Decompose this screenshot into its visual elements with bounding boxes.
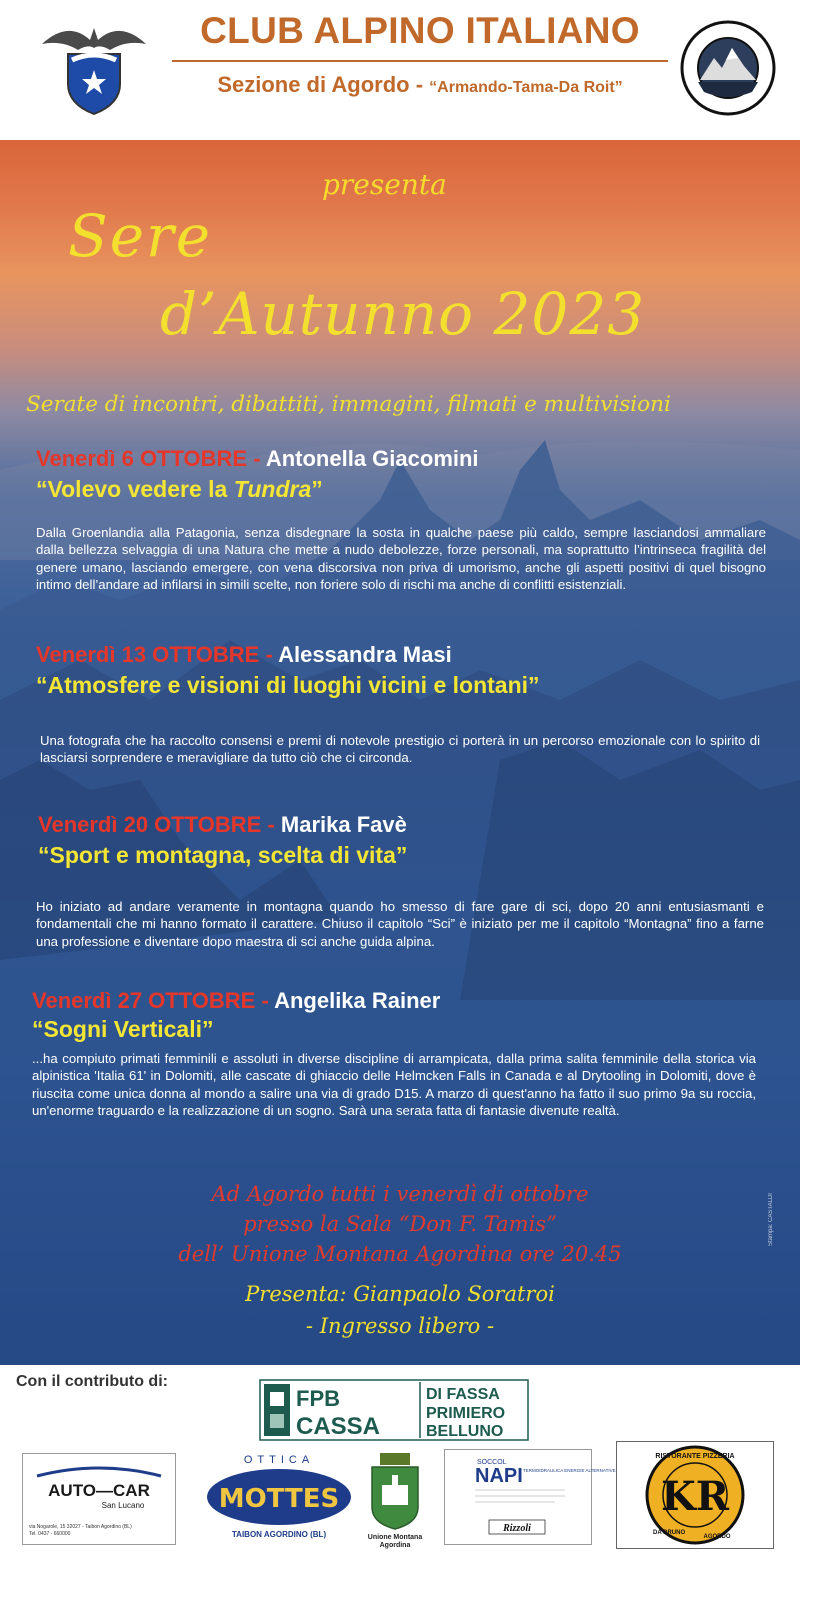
rizzoli-label: Rizzoli xyxy=(503,1523,531,1534)
event-2-description: Una fotografa che ha raccolto consensi e premi di notevole prestigio ci porterà in un percorso emozionale con lo spirito di lasciarsi sorprendere e meravigliare da tutto ciò che ci circonda. xyxy=(40,733,760,766)
event-4-title: “Sogni Verticali” xyxy=(32,1016,214,1042)
event-3-speaker: Marika Favè xyxy=(280,812,407,837)
fpb-right-2: PRIMIERO xyxy=(426,1405,506,1422)
event-1-description: Dalla Groenlandia alla Patagonia, senza disdegnare la sosta in qualche paese più caldo, sempre lasciandosi ammaliare dalla bellezza selvaggia di una Natura che mette a nudo debolezze, forze personali, ma soprattutto l’intrinseca fragilità del genere umano, lasciando emergere, con vena discorsiva non priva di umorismo, anche gli aspetti positivi di quel bisogno intimo dell’andare ad infilarsi in simili scelte, non foriere solo di rischi ma anche di conflitti esistenziali. xyxy=(36,525,766,593)
ristorante-mono: KR xyxy=(660,1473,730,1520)
fpb-left-1: FPB xyxy=(296,1386,340,1411)
entry-line: - Ingresso libero - xyxy=(305,1314,495,1338)
event-2-date: Venerdì 13 OTTOBRE - xyxy=(36,642,279,667)
presenta-label: presenta xyxy=(322,168,447,201)
ottica-top: OTTICA xyxy=(243,1454,315,1466)
napi-sponsor xyxy=(444,1449,616,1545)
sponsors-section xyxy=(0,1365,813,1600)
autocar-name: AUTO—CAR xyxy=(48,1481,150,1500)
autocar-address: via Nogarole, 15 32027 - Taibon Agordino (BL) xyxy=(29,1524,132,1530)
event-4-header xyxy=(32,988,440,1014)
venue-line-3: dell’ Unione Montana Agordina ore 20.45 xyxy=(178,1242,622,1266)
autocar-logo xyxy=(23,1454,175,1544)
print-credit: Stampa: CASTALDI xyxy=(768,1193,774,1246)
event-1-speaker: Antonella Giacomini xyxy=(265,446,479,471)
event-3-title: “Sport e montagna, scelta di vita” xyxy=(38,842,408,868)
unione-line-2: Agordina xyxy=(379,1542,411,1549)
event-4-description: ...ha compiuto primati femminili e assoluti in diverse discipline di arrampicata, dalla prima salita femminile della storica via alpinistica 'Italia 61' in Dolomiti, alle cascate di ghiaccio delle Helmcken Falls in Canada e al Drytooling in Dolomiti, dove è riuscita come unica donna al mondo a salire una via di grado D15. A marzo di quest'anno ha fatto il suo primo 9a su roccia, un'enorme traguardo e la realizzazione di un sogno. Sarà una serata fatta di fantasie divenute realtà. xyxy=(32,1051,756,1119)
ristorante-bottom: AGORDO xyxy=(703,1534,731,1540)
cai-eagle-logo xyxy=(38,14,150,118)
header-section-name: “Armando-Tama-Da Roit” xyxy=(429,79,623,96)
unione-montana-logo xyxy=(360,1449,430,1549)
event-1-date: Venerdì 6 OTTOBRE - xyxy=(36,446,266,471)
event-4-date: Venerdì 27 OTTOBRE - xyxy=(32,988,275,1013)
event-2-speaker: Alessandra Masi xyxy=(278,642,452,667)
ristorante-logo xyxy=(617,1442,773,1548)
ottica-sub: TAIBON AGORDINO (BL) xyxy=(231,1530,327,1539)
event-1-header xyxy=(36,446,479,472)
venue-line-1: Ad Agordo tutti i venerdì di ottobre xyxy=(211,1182,589,1206)
autocar-sub: San Lucano xyxy=(101,1501,145,1510)
unione-line-1: Unione Montana xyxy=(367,1534,423,1541)
event-3-header xyxy=(38,812,407,838)
event-1-title-pre: “Volevo vedere la xyxy=(36,476,234,502)
header-divider xyxy=(172,60,668,62)
header-title: CLUB ALPINO ITALIANO xyxy=(200,10,640,51)
event-2-title: “Atmosfere e visioni di luoghi vicini e lontani” xyxy=(36,672,540,698)
poster-subtitle: Serate di incontri, dibattiti, immagini, filmati e multivisioni xyxy=(26,392,671,417)
cai-agordo-round-logo xyxy=(680,20,776,116)
fpb-right-3: BELLUNO xyxy=(426,1423,504,1440)
ristorante-top: RISTORANTE PIZZERIA xyxy=(655,1453,735,1460)
event-poster xyxy=(0,140,800,1365)
fpb-right-1: DI FASSA xyxy=(426,1386,500,1403)
napi-desc: TERMOIDRAULICA ENERGIE ALTERNATIVE xyxy=(523,1468,616,1473)
ristorante-side: DA BRUNO xyxy=(653,1530,686,1536)
event-1-title-em: Tundra xyxy=(233,476,312,502)
fpb-left-2: CASSA xyxy=(296,1413,381,1440)
event-3-description: Ho iniziato ad andare veramente in montagna quando ho smesso di fare gare di sci, dopo 20 anni entusiasmanti e fondamentali che mi hanno formato il carattere. Chiuso il capitolo “Sci” è iniziato per me il capitolo “Montagna” fino a farne una professione e diventare dopo maestra di sci anche guida alpina. xyxy=(36,899,764,949)
napi-name: NAPI xyxy=(475,1465,523,1487)
header xyxy=(0,0,813,138)
event-4-speaker: Angelika Rainer xyxy=(274,988,441,1013)
event-1-title-post: ” xyxy=(311,476,323,502)
napi-small: SOCCOL xyxy=(477,1459,507,1466)
autocar-sponsor xyxy=(22,1453,176,1545)
ottica-mottes-logo xyxy=(204,1451,354,1541)
header-section: Sezione di Agordo - xyxy=(217,72,424,97)
autocar-phone: Tel. 0437 - 660000 xyxy=(29,1531,71,1537)
poster-title-line2: d’Autunno 2023 xyxy=(160,280,646,348)
ottica-name: MOTTES xyxy=(218,1484,340,1514)
header-subtitle xyxy=(172,72,668,98)
sponsors-label: Con il contributo di: xyxy=(16,1373,168,1390)
event-1-title xyxy=(36,476,323,503)
venue-line-2: presso la Sala “Don F. Tamis” xyxy=(243,1212,557,1236)
ristorante-sponsor xyxy=(616,1441,774,1549)
napi-logo xyxy=(445,1450,616,1544)
event-3-date: Venerdì 20 OTTOBRE - xyxy=(38,812,281,837)
event-2-header xyxy=(36,642,452,668)
fpb-cassa-logo xyxy=(260,1380,528,1440)
presenter-line: Presenta: Gianpaolo Soratroi xyxy=(245,1282,555,1306)
poster-title-line1: Sere xyxy=(68,202,213,270)
